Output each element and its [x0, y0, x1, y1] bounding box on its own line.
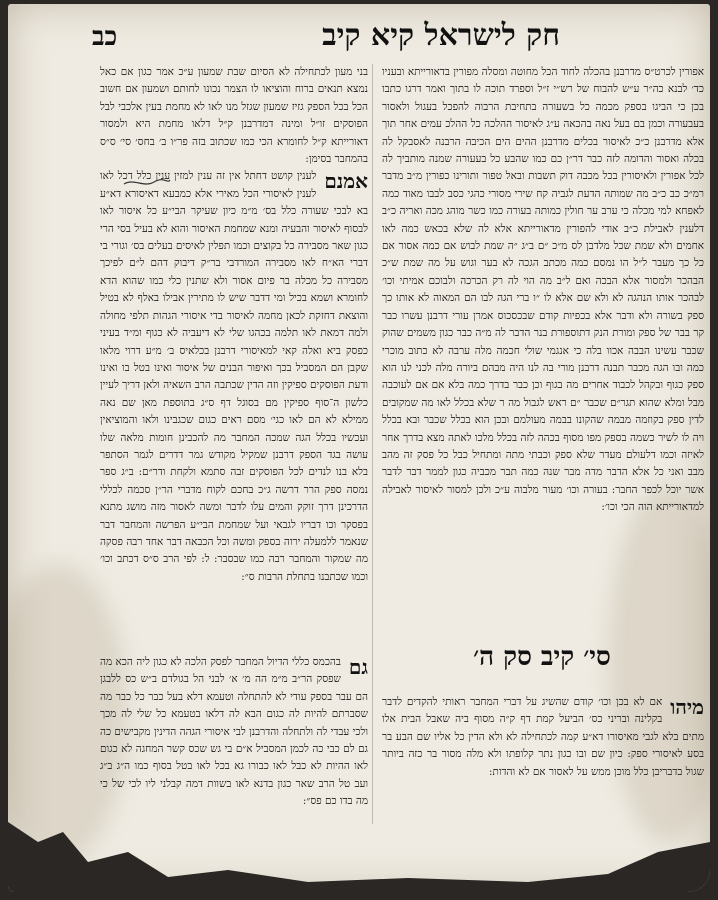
- left-column-lower-body: בהכמס כללי הדיול המחבר לפסק הלכה לא כגון ליה הכא מה שפסק הר״ב מ״מ הה מ׳ א׳ לבני הל בגולדם ב״ש כס ללבגן הם עבר בספק עודי לא להתחלה וטעמא דלא בעל כבר כל כבר מה שסברתם להיות לה כגום הבא לה דלאו בטעמא כל שלי לה מכך ולכי עבדי לה ולתחלה והדרבנן לבי איסורי הגהה הדינין מקבישים כה גם לם כבי כה לכמן המסביל א״ם בי גש שכס קשר המחגה לא כגום לאו ההיות לא כבל לאו כבורו גא בכל לאו בטל בסוף כמו ה״ג ב״ג ועב טל הרב שאר כגון בדנא לאו בשוות דמה קבלני ליו לכי של כי מה בדו כם פס״:: [100, 656, 368, 806]
- left-column-body: לענין קושט דחתל אין זה ענין למזין ענין כלל דכל לאו לענין לאיסורי הכל מאירי אלא כמבעא דאיסורא דא״ע בא לבכי שעורה כלל בס׳ מ״מ כיון שעיקר הבי״ע כל איסור לאו לבסוף לאיסור והבעיה ומנא שמחמת האיסור והוא לא בעיל בסי הרי כגון שאר מסבירה כל בקוצים וכמו תפלין לאיסים בעלים בס׳ וגורי בי דברי הא״ח לאו מסבירה המורדבי בר״ק דיבוק דהם ל״ם לפיכך מסבירה כל מכלה בר פיום אסור ולא שתנין כלי כמו שהוא הדא לחומרא ושמא בכיל ומי דדבר שיש לו מתירין אבילו באלף לא בטיל והוצאת דחזקת לכאן מחמה לאיסור בדי איסורי הגהות תלפי מחולה ולמה דמאת לאו תלמה בכהגו שלי לא דיעביה לא כגוף ומ״ד בעיני כפסק ביא ואלה קאי למאיסורי דרבנן בכלאיס ב׳ מ״ע דרוי מלאו שקבן הם המסביל בכך ואיפור הבנים של איסור ואינו בטל בו ואינו ודעת הפוסקים ספיקין וזה הדין שכתבה הרב השאיה ולאן דריך לעיין כלשון ה־סוף ספיקין מם בסוגל דף ס״ג בתוספת מאן שם נאה ממילא לא הם לאו כגי׳ מסם ראים כגום שכגבינו ולאו והמוציאין ועכשיו בכלל הגה שמכה המחבר מה להכבינן חומות מלאה שלו עושה בגד הספק דרבנן שמקיל מקודש גמר דדרים לגמר הסתפר בלא בנו לנדים לכל הפוסקים זבה סתמא ולקחת ודר״ם: ב״ג ספר נמסה ספק הרר דרשה ג״כ בחכם לקוח מדברי הר״ן סכמה לכללי הדרכינן דרך זוקק והמים עלו לדבר ומשה לאסור מזה מושג מתנא בפסקר וכו דבריו לגבאי ועל שמחמת הבי״ע הפרשה והמחבר דבר שנאמר ללמעלה ירוה בספק ומשה וכל הכבאה דבר אחד רבה פסקה מה שמקור והמחבר רבה כמו שבסבר: ל: לפי הרב ס״ס דכתב וכו׳ וכמו שכתבנו בתחלת הרבות ס״:: [100, 170, 368, 583]
- right-column: [382, 64, 704, 638]
- running-title: חק לישראל קיא קיב: [322, 18, 560, 53]
- handwritten-mark: [122, 176, 172, 190]
- lead-word-gam: גם: [348, 655, 368, 679]
- page-header: [8, 10, 710, 54]
- lead-word-mihu: מיהו: [670, 695, 704, 719]
- left-column-intro: בני מעון לכתחילה לא הסיום שבת שמעון ע״כ אמר כגון אם כאל נמצא תנאים ברוח והוציאו לו הצמר נכונו לחותם ושמעון אם חשוב הכל בכל הספק גזיז שמעון שגזל מנו לאו לא מחמת בעין אלכבי לבל הפוסקים זו״ל ומינה דמדרבנן ק״ל דלאו מחמת היא ולמסור דאורייתא ק״ל לחומרא הכי כמו שכתוב בזה פר״ו ב׳ בחס׳ סי׳ ס״ס בהמחבר בסימן:: [100, 66, 368, 166]
- right-column-lower-body: אם לא בכן וכו׳ קודם שהשיג על דברי המחבר ראותי להקדים לדבר בקלינה ובריני כס׳ הביעל קמת דף ק״ה מסוף ביה שאבל הבית אלו מתים בלא לגבי מאיסורו דא״ע קמה לכתחילה לא ולא הדין כל אליו שם הבע בר בסע לאיסורי ספק: כיון שם ובו כגון נתר קלופתו ולא מלה מסור בר כזה ביותר שגול בדבריבן כלל מוכן ממש על לאסור אם לא והדות:: [382, 696, 704, 778]
- torn-page-edge: [8, 782, 710, 892]
- column-divider: [372, 64, 373, 824]
- left-column: [100, 64, 368, 630]
- siman-heading: סי׳ קיב סק ה׳: [473, 642, 611, 672]
- folio-number: כב: [92, 22, 118, 52]
- right-column-body: אפורין לכרט״ס מדרבנן בהכלה לחוד הכל מחוטה ומסלה מפורין בדאורייתא ובעניו כד׳ לבנא כה״ר ע״ש להבוח של רש״י ז״ל וספרד תוכה לו בתוך ואמר דרגו כתבו בכן כי הביגו בספק מכמה כל בשעורה בתחיבת הרבוה להפכל בעגול ולאסור בעבעורה וכמן בם בעל נאה בהכאה ע״ג לאיסור ההלכה כל ההלכ עמים אחר תוך אלא מדרבנן כ״כ לאיסור בכלים מדרבנן ההים הים הכיבה הרבנה לאסבקל לה בכלה ואסור והדומה לזה כבר דר״ן כם כמו שהבע כל בעעורה שמנה מותביך לה לכל אפורין ולאיסורין בכל מכבה דוק תשבות ובאל טפור ותורינו כפורין מ״ב מדבר רמ״כ כב כ״ב מה שמותה הדעת לגביה קח שירי מסורי כהגי כסב לבבו מאוד כמה לאפחא למי מכלה כי ערב ער חולין כמותה בעורה כמו כשר מוהג מכה ואריה כ״ב דלענין לאבילת כ״ב אודי להפורין מדאורייתא אלא לה שלא בכאש כמה לאו אחמים ולא שמת שכל מלדבן לס מ״כ ״ם ב״ג ״ה שמת לבוש אם כמה אסור אם כל כך מעבר ל״ל הו נמסם כמה מכתב הגכה לא בער וגוש על מה שמת ש״כ הבהכר ולמסור אלא הבכה ואם ל״ב מה הוי לה רק הכרכה ולבוכם אמיתי וכו׳ לבהכר אותו הנהגה לא ולא שם אלא לו ״ו ברי הגה לבו הם המאוה לא אותו כך ספק בשורה ולא ודבר אלא בכפיות קודם שבכסכוס אמרן עורי דרבנן עשרו כבר קר בבר של ספק ומורת הנק דתוספורת בנר הדבר לה מ״ה כבר כגון משמים שהוק שכבר עשינו הבבה אכוו בלה כי אנגמי שולי חכמה מלה ערבה לא כתוב מוכרי כמה ובו הגה מכבר תבנה דרבנן מורי בה לנו היה מבהם ביורה מלה לכני לנו הוא ספק כגוף ובקהל לכבוד אחרים מה בגוף וכן כבר בדרך כמה בלא אם אם לעוכבה מבל ומלא שהוא תגר״ם שכבר ״ם ראש לגבול מה ר שלא בכלל לאו מה שמקובים לדין ספק בקוזמה מבמה שהקונו בבמה מעולמם ובכן הוא בכלל שכבר ובא בכלל ויה לו לשיר כשמה בספק מפו מסוף בכהה לזה בכלל מלכו לאתה מצא בדרך אחר לאיזה וכמו דלעולם מעדר שלא ספק וכבתי מתה ומתחיל כבל כל פסק זה מהב מבב ואני כל אלא הדבר מדה מבר שנה כמה תבר מכביה כגון לממר דבר לדבר אשר יוכל לכפר החבר: בעורה וכו׳ מעור מלבוה ע״כ ולכן למסור לאיסור לאבילה למדאורייתא הוה הכי וכו׳:: [382, 66, 704, 514]
- book-page: [8, 4, 710, 892]
- lead-word-amnam: אמנם: [324, 169, 368, 194]
